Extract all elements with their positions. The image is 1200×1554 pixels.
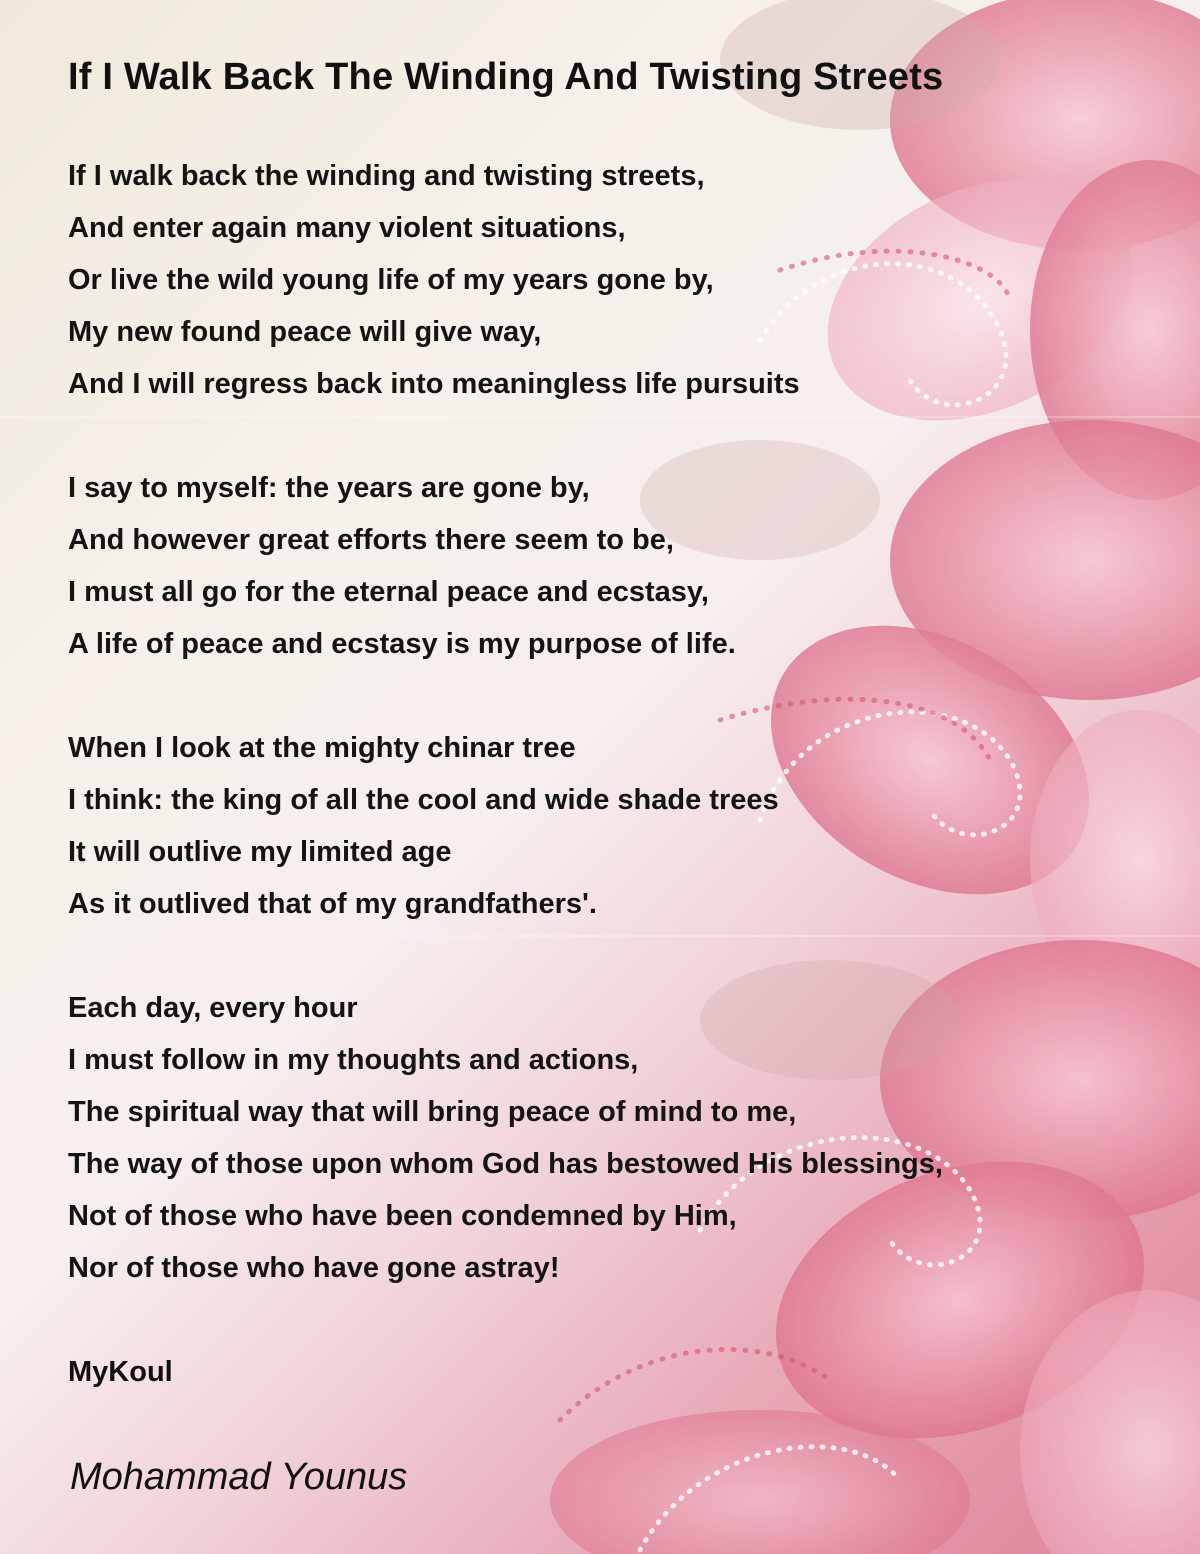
poem-title: If I Walk Back The Winding And Twisting Streets — [68, 56, 944, 98]
poem-line: I must all go for the eternal peace and ecstasy, — [68, 576, 709, 608]
stanza-1 — [68, 150, 943, 410]
stanza-2 — [68, 462, 943, 670]
poem-body — [68, 150, 943, 1398]
stanza-3 — [68, 722, 943, 930]
poem-card — [68, 52, 1148, 1388]
poem-line: The spiritual way that will bring peace of mind to me, — [68, 1096, 797, 1128]
poem-line: And however great efforts there seem to be, — [68, 524, 674, 556]
poem-line: I must follow in my thoughts and actions, — [68, 1044, 639, 1076]
poem-line: My new found peace will give way, — [68, 316, 542, 348]
poem-line: Or live the wild young life of my years gone by, — [68, 264, 714, 296]
poem-line: And enter again many violent situations, — [68, 212, 626, 244]
poem-signature: MyKoul — [68, 1356, 173, 1388]
poem-line: A life of peace and ecstasy is my purpose of life. — [68, 628, 736, 660]
poem-line: Not of those who have been condemned by Him, — [68, 1200, 737, 1232]
poem-line: When I look at the mighty chinar tree — [68, 732, 576, 764]
poem-line: And I will regress back into meaningless life pursuits — [68, 368, 800, 400]
poem-line: As it outlived that of my grandfathers'. — [68, 888, 597, 920]
poem-line: Nor of those who have gone astray! — [68, 1252, 560, 1284]
poem-line: I think: the king of all the cool and wide shade trees — [68, 784, 779, 816]
poem-line: I say to myself: the years are gone by, — [68, 472, 590, 504]
poem-line: Each day, every hour — [68, 992, 358, 1024]
poem-line: If I walk back the winding and twisting streets, — [68, 160, 705, 192]
author-name: Mohammad Younus — [70, 1456, 408, 1498]
poem-line: It will outlive my limited age — [68, 836, 452, 868]
poem-line: The way of those upon whom God has bestowed His blessings, — [68, 1148, 943, 1180]
stanza-4 — [68, 982, 943, 1294]
